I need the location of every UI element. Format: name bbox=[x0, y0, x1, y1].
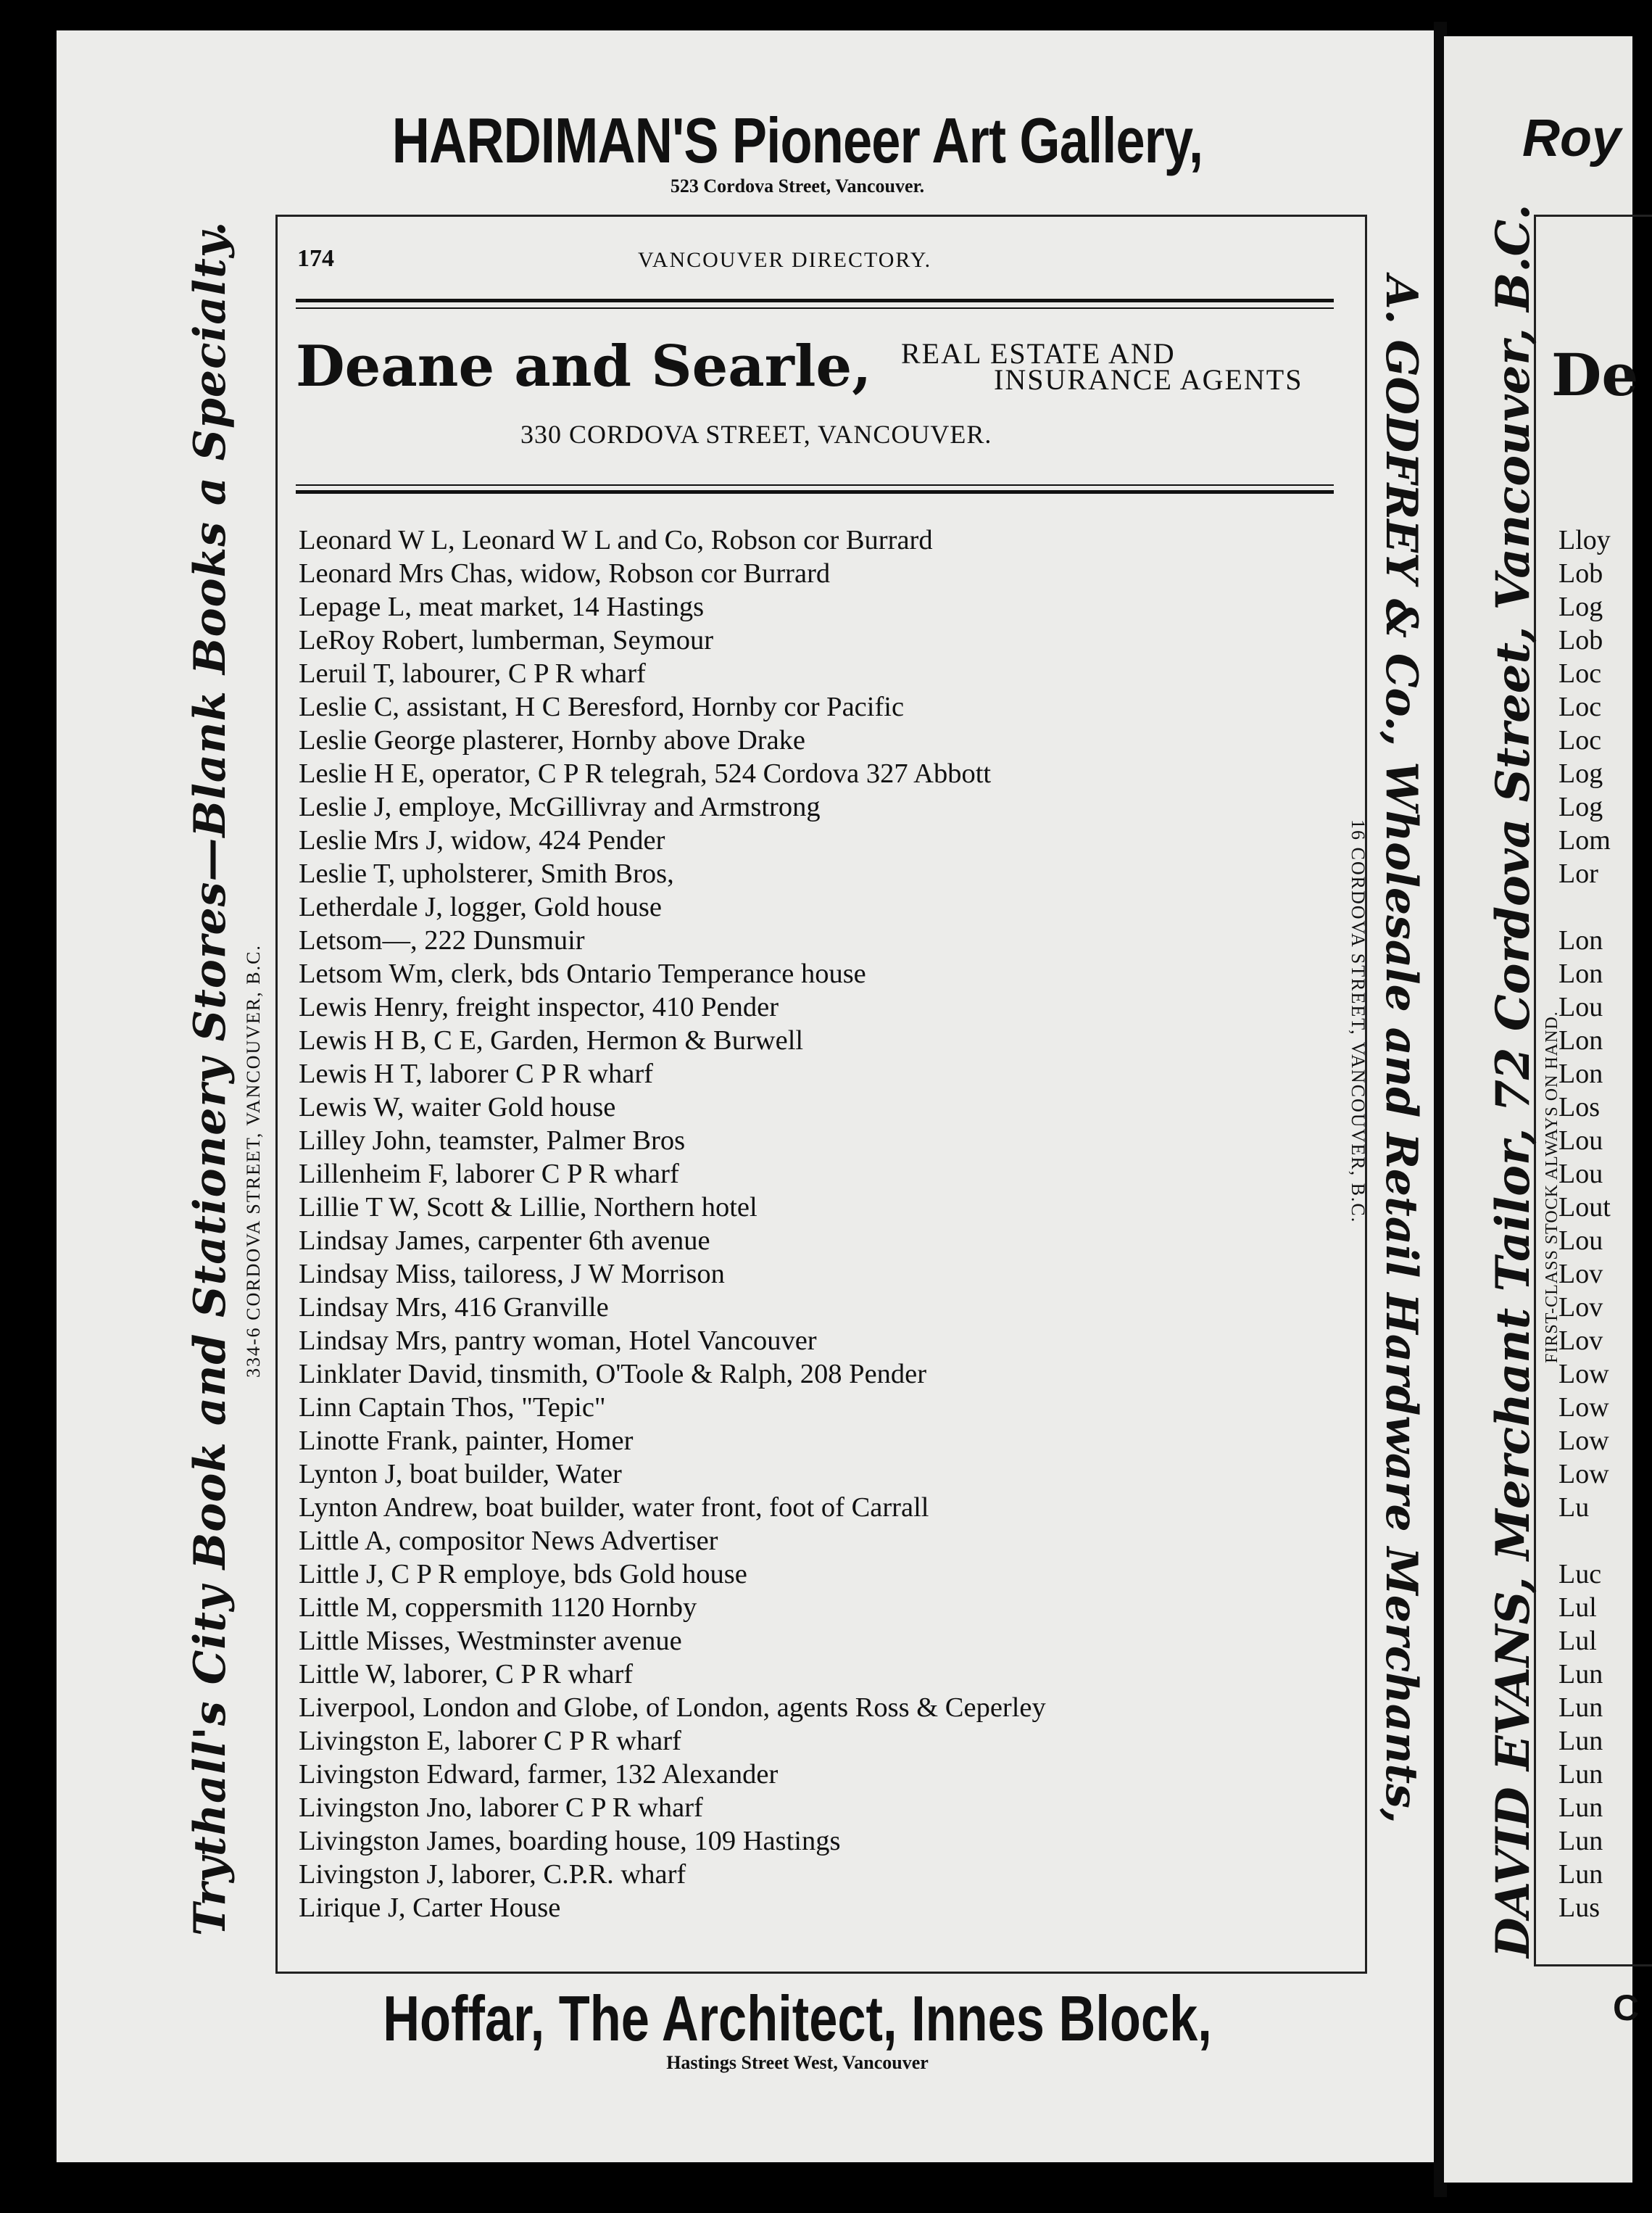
directory-entry: Little M, coppersmith 1120 Hornby bbox=[299, 1592, 697, 1623]
next-page-ad-title: Roy bbox=[1522, 109, 1622, 167]
next-page-margin-ad-title: DAVID EVANS, Merchant Tailor, 72 Cordova Street, Vancouver, B.C. bbox=[1486, 204, 1540, 1958]
next-page-entry: Lun bbox=[1558, 1759, 1603, 1790]
directory-entry: Lepage L, meat market, 14 Hastings bbox=[299, 592, 705, 622]
directory-entry: Livingston Jno, laborer C P R wharf bbox=[299, 1792, 703, 1823]
next-page-entry bbox=[1558, 890, 1611, 924]
firm-tagline-line-2: INSURANCE AGENTS bbox=[994, 363, 1303, 396]
firm-name: Deane and Searle, bbox=[296, 334, 872, 400]
next-page-entry: Lu bbox=[1558, 1492, 1590, 1523]
next-page-entry bbox=[1558, 1524, 1611, 1558]
ad-rule-bottom bbox=[296, 490, 1334, 494]
directory-entry: Letherdale J, logger, Gold house bbox=[299, 892, 662, 922]
directory-entry: Livingston E, laborer C P R wharf bbox=[299, 1726, 681, 1756]
next-page-entry: Lon bbox=[1558, 959, 1603, 989]
next-page-entry: Lun bbox=[1558, 1859, 1603, 1890]
next-page-entry: Lou bbox=[1558, 1159, 1603, 1189]
directory-entry: Lindsay Mrs, 416 Granville bbox=[299, 1292, 609, 1323]
next-page-entry: Lov bbox=[1558, 1259, 1603, 1289]
directory-entry: Leonard Mrs Chas, widow, Robson cor Burrard bbox=[299, 558, 831, 589]
directory-entry: Lillie T W, Scott & Lillie, Northern hotel bbox=[299, 1192, 757, 1223]
directory-entry: Leonard W L, Leonard W L and Co, Robson cor Burrard bbox=[299, 525, 933, 555]
running-head: VANCOUVER DIRECTORY. bbox=[638, 248, 932, 272]
directory-entry: LeRoy Robert, lumberman, Seymour bbox=[299, 625, 714, 655]
directory-entry: Lewis W, waiter Gold house bbox=[299, 1092, 616, 1122]
directory-entry: Lynton Andrew, boat builder, water front, foot of Carrall bbox=[299, 1492, 929, 1523]
next-page-entry: Lob bbox=[1558, 558, 1603, 589]
next-page-margin-ad-sub: FIRST-CLASS STOCK ALWAYS ON HAND. bbox=[1543, 1011, 1561, 1363]
next-page-entry: Lun bbox=[1558, 1692, 1603, 1723]
next-page-entry: Lov bbox=[1558, 1292, 1603, 1323]
right-margin-ad-title: A. GODFREY & Co., Wholesale and Retail Hardware Merchants, bbox=[1376, 276, 1427, 1824]
next-page-entry: Loc bbox=[1558, 725, 1602, 756]
next-page-entry: Lou bbox=[1558, 1225, 1603, 1256]
ad-rule-top bbox=[296, 484, 1334, 486]
directory-entry: Lirique J, Carter House bbox=[299, 1893, 561, 1923]
next-page-entry: Loc bbox=[1558, 692, 1602, 722]
bottom-advertisement bbox=[275, 1982, 1319, 2074]
next-page-entry: Log bbox=[1558, 592, 1603, 622]
directory-entry: Liverpool, London and Globe, of London, agents Ross & Ceperley bbox=[299, 1692, 1046, 1723]
next-page-entry: Lout bbox=[1558, 1192, 1611, 1223]
left-margin-ad-address: 334-6 CORDOVA STREET, VANCOUVER, B.C. bbox=[243, 944, 264, 1378]
directory-entry: Lewis H T, laborer C P R wharf bbox=[299, 1059, 653, 1089]
bottom-ad-address: Hastings Street West, Vancouver bbox=[666, 2052, 929, 2073]
next-page-entry: Lov bbox=[1558, 1325, 1603, 1356]
directory-entry: Linotte Frank, painter, Homer bbox=[299, 1426, 634, 1456]
header-rule-bottom bbox=[296, 307, 1334, 309]
next-page-entry: Lon bbox=[1558, 925, 1603, 956]
next-page-entry: Log bbox=[1558, 792, 1603, 822]
next-page-entry: Lus bbox=[1558, 1893, 1600, 1923]
next-page-entry: Lun bbox=[1558, 1792, 1603, 1823]
next-page-bottom-letter: C bbox=[1613, 1987, 1640, 2028]
directory-entry: Little A, compositor News Advertiser bbox=[299, 1526, 718, 1556]
next-page-entry: Low bbox=[1558, 1392, 1609, 1423]
firm-tagline bbox=[901, 337, 1303, 396]
directory-entry: Little J, C P R employe, bds Gold house bbox=[299, 1559, 747, 1589]
next-page-entry: Lun bbox=[1558, 1826, 1603, 1856]
top-ad-address: 523 Cordova Street, Vancouver. bbox=[670, 175, 925, 197]
directory-entry: Letsom Wm, clerk, bds Ontario Temperance house bbox=[299, 959, 866, 989]
next-page-entry: Lloy bbox=[1558, 525, 1611, 555]
directory-entry: Livingston James, boarding house, 109 Hastings bbox=[299, 1826, 841, 1856]
left-margin-ad bbox=[185, 181, 236, 1936]
next-page-entry: Luc bbox=[1558, 1559, 1602, 1589]
next-page-entry: Lul bbox=[1558, 1626, 1597, 1656]
directory-entry: Lindsay Mrs, pantry woman, Hotel Vancouver bbox=[299, 1325, 817, 1356]
directory-entry: Livingston J, laborer, C.P.R. wharf bbox=[299, 1859, 686, 1890]
directory-entry: Letsom—, 222 Dunsmuir bbox=[299, 925, 585, 956]
directory-entries bbox=[299, 524, 1342, 1924]
next-page-entry: Lon bbox=[1558, 1025, 1603, 1056]
left-margin-ad-title: Trythall's City Book and Stationery Stores—Blank Books a Specialty. bbox=[185, 220, 236, 1936]
next-page-entry: Lou bbox=[1558, 1125, 1603, 1156]
next-page-header-letter: De bbox=[1551, 341, 1639, 409]
next-page-entry: Low bbox=[1558, 1359, 1609, 1389]
next-page-entry: Lor bbox=[1558, 859, 1598, 889]
directory-entry: Lillenheim F, laborer C P R wharf bbox=[299, 1159, 679, 1189]
right-margin-ad-address: 16 CORDOVA STREET, VANCOUVER, B.C. bbox=[1348, 819, 1369, 1224]
directory-entry: Leslie C, assistant, H C Beresford, Hornby cor Pacific bbox=[299, 692, 905, 722]
directory-entry: Lewis Henry, freight inspector, 410 Pender bbox=[299, 992, 779, 1022]
next-page-entry: Lun bbox=[1558, 1659, 1603, 1689]
next-page-entry: Los bbox=[1558, 1092, 1600, 1122]
right-margin-ad bbox=[1376, 276, 1427, 1943]
directory-entry: Little W, laborer, C P R wharf bbox=[299, 1659, 634, 1689]
bottom-ad-title: Hoffar, The Architect, Innes Block, bbox=[383, 1982, 1212, 2054]
directory-entry: Lewis H B, C E, Garden, Hermon & Burwell bbox=[299, 1025, 804, 1056]
next-page-entry: Lon bbox=[1558, 1059, 1603, 1089]
next-page-entry: Log bbox=[1558, 758, 1603, 789]
directory-entry: Leruil T, labourer, C P R wharf bbox=[299, 658, 646, 689]
directory-entry: Little Misses, Westminster avenue bbox=[299, 1626, 682, 1656]
header-rule-top bbox=[296, 299, 1334, 302]
directory-entry: Leslie H E, operator, C P R telegrah, 524 Cordova 327 Abbott bbox=[299, 758, 992, 789]
directory-entry: Leslie J, employe, McGillivray and Armstrong bbox=[299, 792, 821, 822]
directory-entry: Leslie T, upholsterer, Smith Bros, bbox=[299, 859, 674, 889]
page-number: 174 bbox=[297, 245, 334, 272]
top-advertisement bbox=[290, 104, 1305, 197]
next-page-entry: Lul bbox=[1558, 1592, 1597, 1623]
next-page-entry: Lun bbox=[1558, 1726, 1603, 1756]
next-page-entries bbox=[1558, 524, 1611, 1924]
next-page-entry: Lom bbox=[1558, 825, 1611, 856]
directory-entry: Lilley John, teamster, Palmer Bros bbox=[299, 1125, 686, 1156]
top-ad-title: HARDIMAN'S Pioneer Art Gallery, bbox=[391, 104, 1203, 176]
next-page-entry: Lob bbox=[1558, 625, 1603, 655]
directory-entry: Linn Captain Thos, "Tepic" bbox=[299, 1392, 606, 1423]
directory-entry: Leslie George plasterer, Hornby above Drake bbox=[299, 725, 806, 756]
directory-entry: Leslie Mrs J, widow, 424 Pender bbox=[299, 825, 665, 856]
next-page-entry: Low bbox=[1558, 1459, 1609, 1489]
directory-entry: Linklater David, tinsmith, O'Toole & Ralph, 208 Pender bbox=[299, 1359, 927, 1389]
next-page-margin-ad bbox=[1486, 204, 1540, 1958]
next-page-entry: Low bbox=[1558, 1426, 1609, 1456]
next-page-entry: Loc bbox=[1558, 658, 1602, 689]
directory-entry: Lindsay James, carpenter 6th avenue bbox=[299, 1225, 710, 1256]
firm-tagline-line-1: REAL ESTATE AND bbox=[901, 337, 1176, 370]
directory-entry: Livingston Edward, farmer, 132 Alexander bbox=[299, 1759, 779, 1790]
firm-address: 330 CORDOVA STREET, VANCOUVER. bbox=[520, 420, 992, 449]
next-page-entry: Lou bbox=[1558, 992, 1603, 1022]
directory-entry: Lindsay Miss, tailoress, J W Morrison bbox=[299, 1259, 725, 1289]
directory-entry: Lynton J, boat builder, Water bbox=[299, 1459, 622, 1489]
